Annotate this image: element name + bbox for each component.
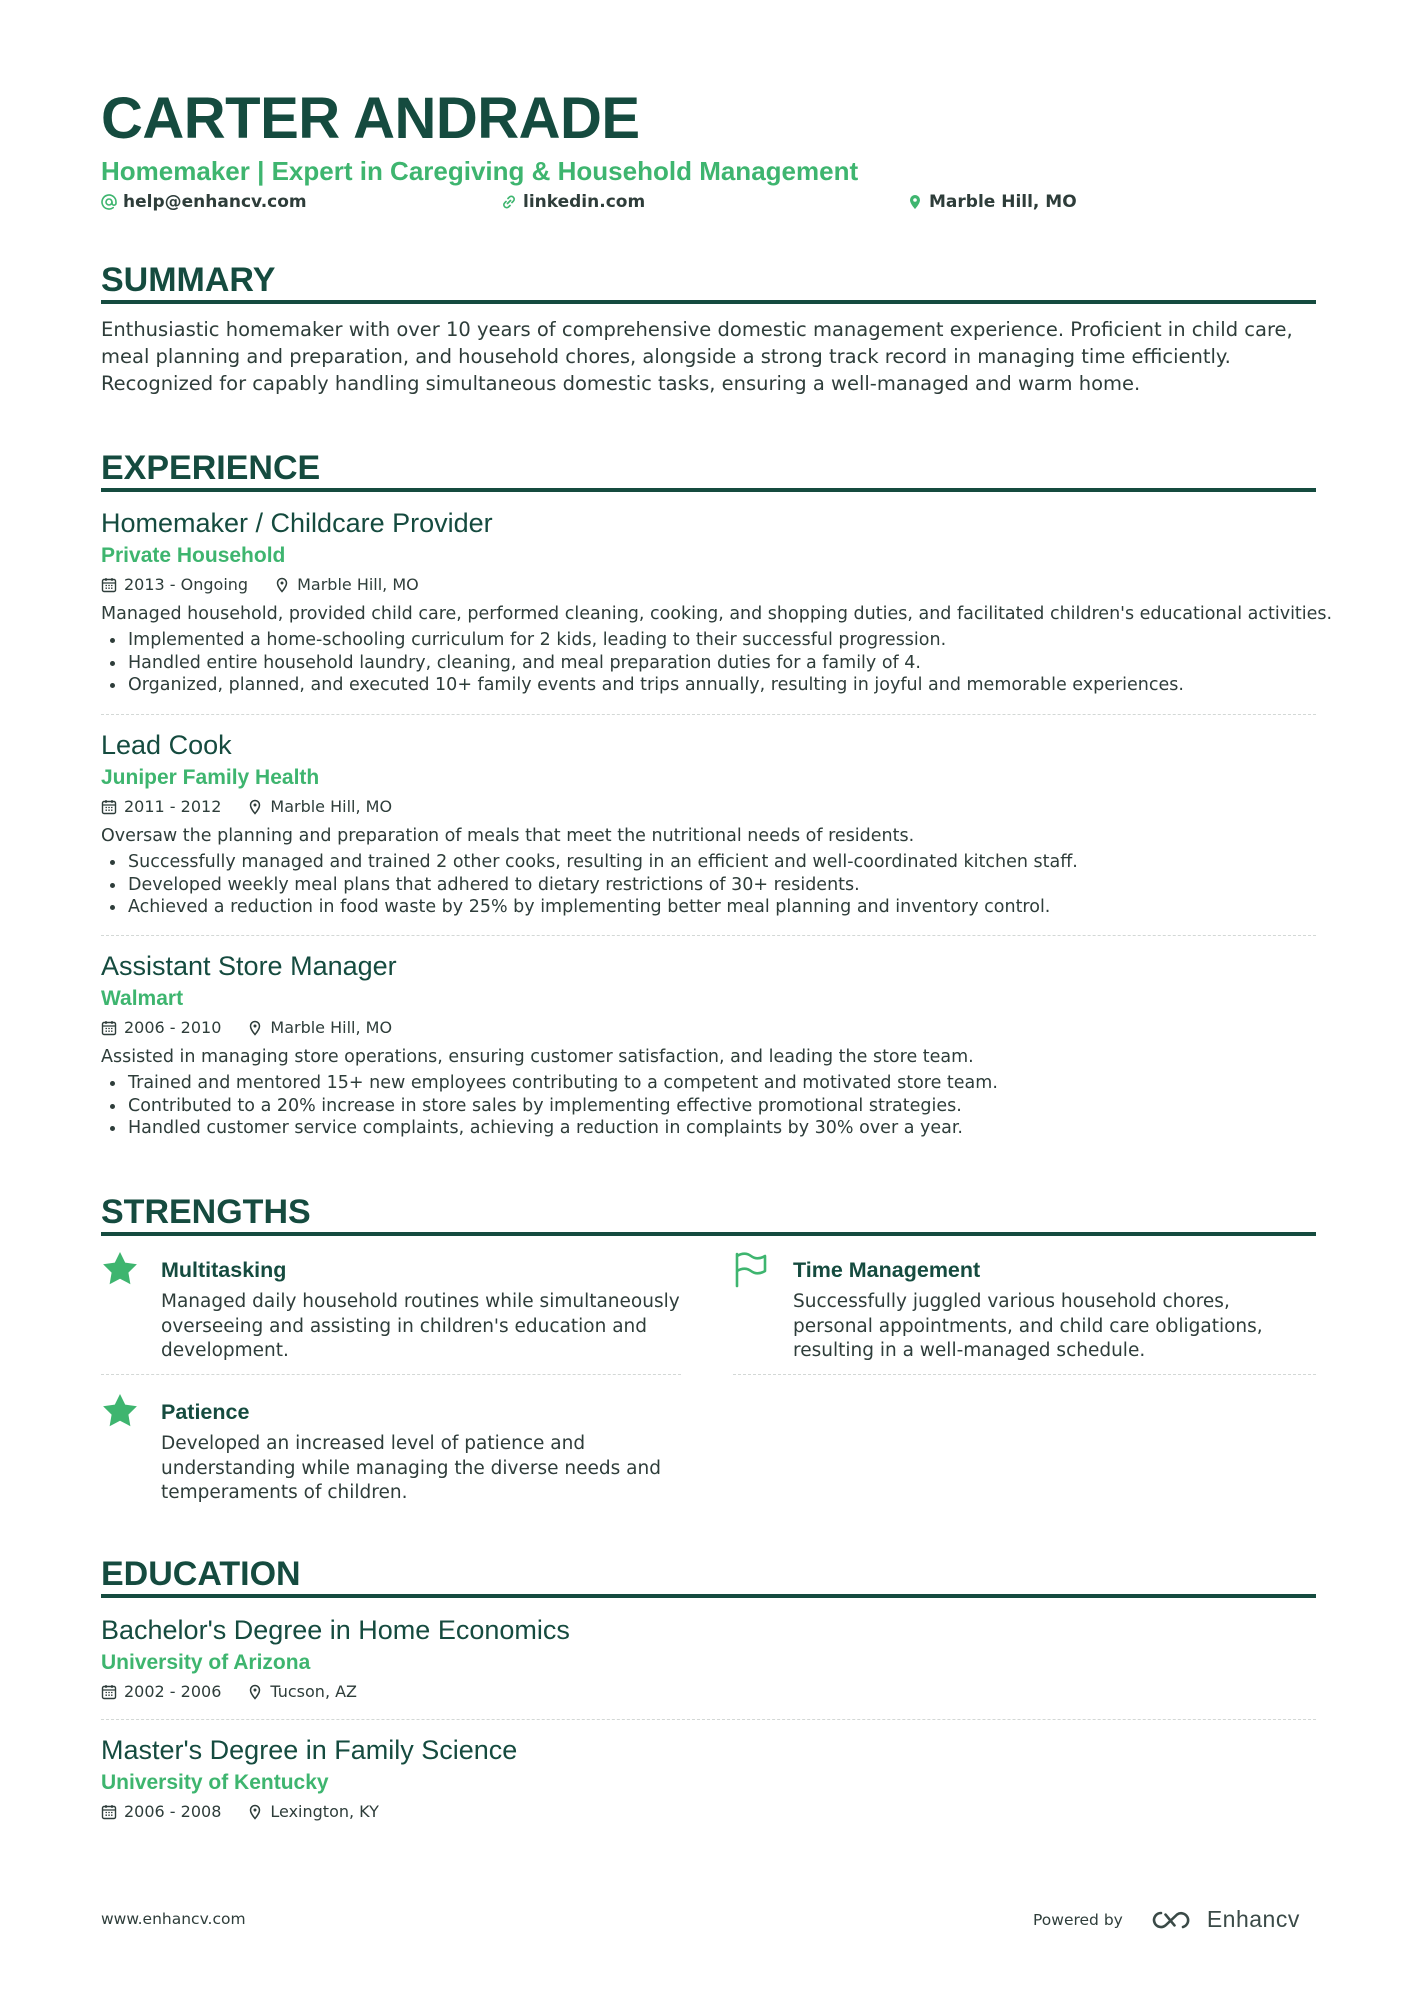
calendar-icon	[101, 577, 117, 593]
job-meta	[101, 573, 1316, 597]
job-dates	[101, 573, 248, 597]
strength-title: Patience	[161, 1400, 250, 1424]
candidate-headline: Homemaker | Expert in Caregiving & Household Management	[101, 156, 859, 186]
job-bullet: Handled entire household laundry, cleaning, and meal preparation duties for a family of 4.	[101, 652, 1316, 675]
footer-website[interactable]: www.enhancv.com	[101, 1910, 246, 1928]
strength-divider	[101, 1374, 681, 1375]
strengths-rule	[101, 1232, 1316, 1236]
job-bullet: Contributed to a 20% increase in store sales by implementing effective promotional strategies.	[101, 1095, 1316, 1118]
education-location	[247, 1800, 378, 1824]
star-icon	[101, 1392, 139, 1430]
education-dates-text: 2002 - 2006	[124, 1682, 222, 1701]
company-name: Private Household	[101, 544, 286, 567]
entry-divider	[101, 714, 1316, 715]
enhancv-logo-icon	[1149, 1908, 1195, 1932]
contact-email[interactable]	[101, 192, 307, 212]
calendar-icon	[101, 1020, 117, 1036]
star-icon	[101, 1250, 139, 1288]
job-title: Homemaker / Childcare Provider	[101, 508, 493, 538]
strength-description: Managed daily household routines while simultaneously overseeing and assisting in children's education and development.	[161, 1291, 680, 1361]
job-title: Lead Cook	[101, 730, 232, 760]
job-bullet: Developed weekly meal plans that adhered to dietary restrictions of 30+ residents.	[101, 874, 1316, 897]
entry-divider	[101, 1719, 1316, 1720]
contact-linkedin[interactable]	[501, 192, 645, 212]
calendar-icon	[101, 799, 117, 815]
education-location	[247, 1680, 357, 1704]
school-name: University of Arizona	[101, 1651, 311, 1674]
contact-row	[101, 192, 1201, 218]
flag-icon	[733, 1250, 771, 1288]
powered-by-label: Powered by	[1033, 1910, 1123, 1929]
map-pin-icon	[907, 194, 923, 210]
job-dates	[101, 795, 221, 819]
strength-description: Developed an increased level of patience and understanding while managing the diverse needs and temperaments of children.	[161, 1433, 661, 1503]
contact-location	[907, 192, 1077, 212]
company-name: Juniper Family Health	[101, 766, 320, 789]
entry-divider	[101, 935, 1316, 936]
education-entry	[101, 1733, 1316, 1824]
education-heading: EDUCATION	[101, 1555, 301, 1593]
link-icon	[501, 194, 517, 210]
contact-email-text: help@enhancv.com	[123, 192, 307, 212]
strength-title: Time Management	[793, 1258, 981, 1282]
job-dates-text: 2011 - 2012	[124, 797, 222, 816]
education-location-text: Tucson, AZ	[270, 1682, 358, 1701]
job-description: Assisted in managing store operations, ensuring customer satisfaction, and leading the store team.	[101, 1047, 974, 1067]
summary-rule	[101, 300, 1316, 304]
enhancv-brand-text: Enhancv	[1206, 1906, 1300, 1932]
job-bullet: Organized, planned, and executed 10+ family events and trips annually, resulting in joyful and memorable experiences.	[101, 674, 1316, 697]
job-dates-text: 2006 - 2010	[124, 1018, 222, 1037]
experience-heading: EXPERIENCE	[101, 449, 321, 487]
map-pin-icon	[247, 799, 263, 815]
education-meta	[101, 1680, 1316, 1704]
education-entry	[101, 1613, 1316, 1704]
summary-heading: SUMMARY	[101, 261, 276, 299]
job-meta	[101, 795, 1316, 819]
summary-text: Enthusiastic homemaker with over 10 years of comprehensive domestic management experience. Proficient in child care, meal planning and preparation, and household chores, alongside a strong track record in managing time efficiently. Recognized for capably handling simultaneous domestic tasks, ensuring a well-managed and warm home.	[101, 318, 1293, 395]
job-bullets	[101, 629, 1316, 697]
job-location-text: Marble Hill, MO	[297, 575, 419, 594]
calendar-icon	[101, 1804, 117, 1820]
job-title: Assistant Store Manager	[101, 951, 397, 981]
job-bullet: Implemented a home-schooling curriculum for 2 kids, leading to their successful progression.	[101, 629, 1316, 652]
job-bullet: Trained and mentored 15+ new employees contributing to a competent and motivated store team.	[101, 1072, 1316, 1095]
footer-branding[interactable]	[1033, 1906, 1300, 1933]
job-bullet: Handled customer service complaints, achieving a reduction in complaints by 30% over a year.	[101, 1117, 1316, 1140]
education-dates-text: 2006 - 2008	[124, 1802, 222, 1821]
job-dates	[101, 1016, 221, 1040]
job-bullet: Successfully managed and trained 2 other cooks, resulting in an efficient and well-coordinated kitchen staff.	[101, 851, 1316, 874]
job-bullets	[101, 1072, 1316, 1140]
degree-title: Bachelor's Degree in Home Economics	[101, 1615, 570, 1645]
job-location-text: Marble Hill, MO	[270, 1018, 393, 1037]
job-description: Managed household, provided child care, performed cleaning, cooking, and shopping duties, and facilitated children's educational activities.	[101, 604, 1333, 624]
job-meta	[101, 1016, 1316, 1040]
contact-location-text: Marble Hill, MO	[929, 192, 1077, 212]
job-location	[274, 573, 419, 597]
company-name: Walmart	[101, 987, 184, 1010]
education-dates	[101, 1800, 221, 1824]
job-description: Oversaw the planning and preparation of meals that meet the nutritional needs of residents.	[101, 826, 915, 846]
education-rule	[101, 1594, 1316, 1598]
education-meta	[101, 1800, 1316, 1824]
job-bullet: Achieved a reduction in food waste by 25% by implementing better meal planning and inventory control.	[101, 896, 1316, 919]
strength-title: Multitasking	[161, 1258, 287, 1282]
strength-divider	[733, 1374, 1316, 1375]
job-bullets	[101, 851, 1316, 919]
map-pin-icon	[247, 1804, 263, 1820]
job-dates-text: 2013 - Ongoing	[124, 575, 249, 594]
enhancv-logo	[1149, 1906, 1300, 1933]
at-icon	[101, 194, 117, 210]
job-location-text: Marble Hill, MO	[270, 797, 393, 816]
candidate-name: CARTER ANDRADE	[101, 86, 640, 151]
contact-linkedin-text: linkedin.com	[523, 192, 646, 212]
experience-entry	[101, 506, 1333, 697]
experience-entry	[101, 949, 1316, 1140]
calendar-icon	[101, 1684, 117, 1700]
map-pin-icon	[274, 577, 290, 593]
education-dates	[101, 1680, 221, 1704]
school-name: University of Kentucky	[101, 1771, 329, 1794]
experience-rule	[101, 488, 1316, 492]
job-location	[247, 1016, 392, 1040]
job-location	[247, 795, 392, 819]
education-location-text: Lexington, KY	[270, 1802, 379, 1821]
map-pin-icon	[247, 1020, 263, 1036]
degree-title: Master's Degree in Family Science	[101, 1735, 518, 1765]
strength-description: Successfully juggled various household chores, personal appointments, and child care obligations, resulting in a well-managed schedule.	[793, 1291, 1263, 1361]
experience-entry	[101, 728, 1316, 919]
map-pin-icon	[247, 1684, 263, 1700]
strengths-heading: STRENGTHS	[101, 1193, 311, 1231]
